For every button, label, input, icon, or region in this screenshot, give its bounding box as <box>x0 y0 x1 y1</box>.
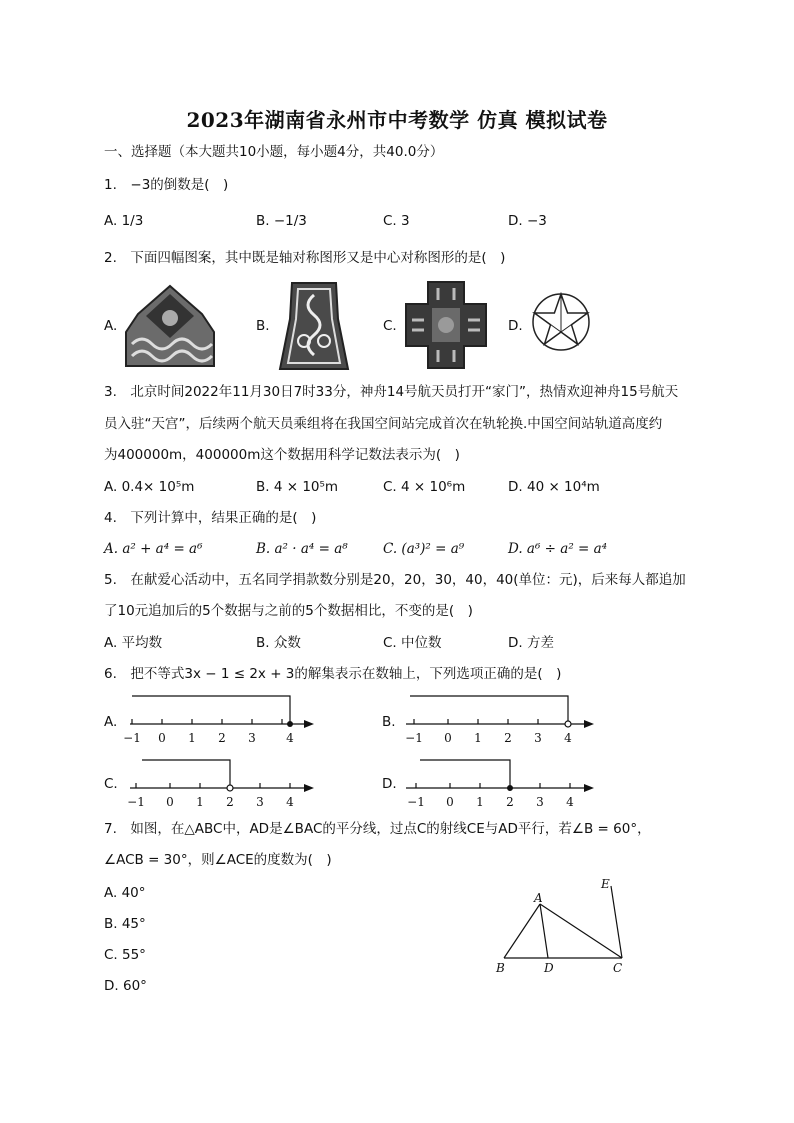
q4-option-d: D. a⁶ ÷ a² = a⁴ <box>508 541 608 557</box>
q2-option-c: C. <box>383 318 397 334</box>
tick-label: 2 <box>504 731 512 745</box>
tick-label: −1 <box>405 731 423 745</box>
point-c-label: C <box>613 961 623 975</box>
pattern-b-image <box>278 279 350 373</box>
q7-option-c: C. 55° <box>104 947 146 963</box>
tick-label: 3 <box>536 795 544 809</box>
q5-option-c: C. 中位数 <box>383 635 442 651</box>
tick-label: 0 <box>166 795 174 809</box>
q6-option-a: A. <box>104 714 118 730</box>
tick-label: 1 <box>476 795 484 809</box>
tick-label: 0 <box>444 731 452 745</box>
number-line-c <box>120 756 320 812</box>
tick-label: 1 <box>188 731 196 745</box>
tick-label: 2 <box>218 731 226 745</box>
q6-option-c: C. <box>104 776 118 792</box>
q5-line1: 5. 在献爱心活动中，五名同学捐款数分别是20，20，30，40，40(单位：元)，后来每人都追加 <box>104 572 686 588</box>
pattern-d-star-image <box>531 292 591 352</box>
tick-label: 0 <box>158 731 166 745</box>
q7-line1: 7. 如图，在△ABC中，AD是∠BAC的平分线，过点C的射线CE与AD平行，若∠B = 60°， <box>104 821 651 837</box>
q4-option-a: A. a² + a⁴ = a⁶ <box>104 541 203 557</box>
tick-label: 1 <box>196 795 204 809</box>
tick-label: 3 <box>248 731 256 745</box>
q1-stem: 1. −3的倒数是( ) <box>104 177 229 193</box>
tick-label: 4 <box>564 731 572 745</box>
tick-label: 4 <box>566 795 574 809</box>
page-title: 2023年湖南省永州市中考数学 仿真 模拟试卷 <box>186 108 608 132</box>
number-line-a <box>120 692 320 748</box>
q1-option-c: C. 3 <box>383 213 410 229</box>
tick-label: 4 <box>286 731 294 745</box>
q2-option-b: B. <box>256 318 270 334</box>
q1-option-b: B. −1/3 <box>256 213 307 229</box>
pattern-c-image <box>404 280 488 370</box>
tick-label: 3 <box>534 731 542 745</box>
q3-option-a: A. 0.4× 10⁵m <box>104 479 195 495</box>
tick-label: 2 <box>226 795 234 809</box>
triangle-figure <box>490 872 640 982</box>
point-b-label: B <box>496 961 505 975</box>
q7-option-d: D. 60° <box>104 978 147 994</box>
q5-option-a: A. 平均数 <box>104 635 163 651</box>
q5-option-d: D. 方差 <box>508 635 554 651</box>
q7-option-b: B. 45° <box>104 916 146 932</box>
q5-option-b: B. 众数 <box>256 635 301 651</box>
q4-stem: 4. 下列计算中，结果正确的是( ) <box>104 510 317 526</box>
q5-line2: 了10元追加后的5个数据与之前的5个数据相比，不变的是( ) <box>104 603 473 619</box>
q3-option-b: B. 4 × 10⁵m <box>256 479 339 495</box>
q1-option-d: D. −3 <box>508 213 547 229</box>
tick-label: 4 <box>286 795 294 809</box>
tick-label: −1 <box>407 795 425 809</box>
q6-option-b: B. <box>382 714 396 730</box>
tick-label: −1 <box>123 731 141 745</box>
q4-option-c: C. (a³)² = a⁹ <box>383 541 465 557</box>
tick-label: 2 <box>506 795 514 809</box>
q3-line2: 员入驻“天宫”，后续两个航天员乘组将在我国空间站完成首次在轨轮换.中国空间站轨道高度约 <box>104 416 663 432</box>
point-a-label: A <box>534 891 543 905</box>
tick-label: 3 <box>256 795 264 809</box>
q2-option-d: D. <box>508 318 523 334</box>
q4-option-b: B. a² · a⁴ = a⁸ <box>256 541 348 557</box>
q1-option-a: A. 1/3 <box>104 213 144 229</box>
q3-option-d: D. 40 × 10⁴m <box>508 479 600 495</box>
number-line-d <box>400 756 600 812</box>
tick-label: −1 <box>127 795 145 809</box>
q2-stem: 2. 下面四幅图案，其中既是轴对称图形又是中心对称图形的是( ) <box>104 250 506 266</box>
pattern-a-image <box>124 284 216 368</box>
section-heading: 一、选择题（本大题共10小题，每小题4分，共40.0分） <box>104 144 444 160</box>
q7-line2: ∠ACB = 30°，则∠ACE的度数为( ) <box>104 852 332 868</box>
q2-option-a: A. <box>104 318 118 334</box>
point-e-label: E <box>601 877 610 891</box>
q3-option-c: C. 4 × 10⁶m <box>383 479 466 495</box>
q7-option-a: A. 40° <box>104 885 146 901</box>
q6-stem: 6. 把不等式3x − 1 ≤ 2x + 3的解集表示在数轴上，下列选项正确的是( ) <box>104 666 562 682</box>
number-line-b <box>400 692 600 748</box>
point-d-label: D <box>544 961 554 975</box>
tick-label: 0 <box>446 795 454 809</box>
tick-label: 1 <box>474 731 482 745</box>
q3-line3: 为400000m，400000m这个数据用科学记数法表示为( ) <box>104 447 460 463</box>
q3-line1: 3. 北京时间2022年11月30日7时33分，神舟14号航天员打开“家门”，热情欢迎神舟15号航天 <box>104 384 679 400</box>
q6-option-d: D. <box>382 776 397 792</box>
